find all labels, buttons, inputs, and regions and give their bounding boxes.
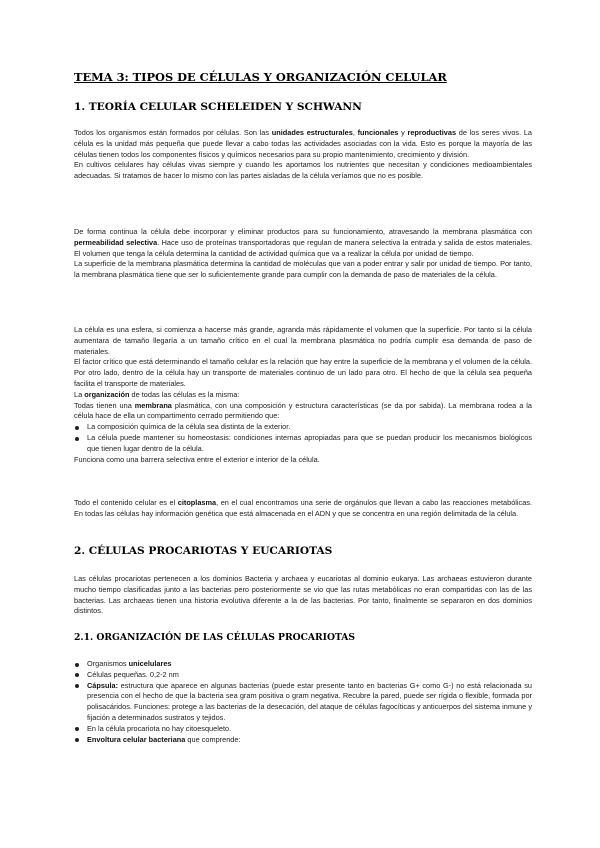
s1-paragraph-10: Todo el contenido celular es el citoplasma, en el cual encontramos una serie de orgánulos que llevan a cabo las reacciones metabólicas. En todas las células hay información genética que está almacenada en el ADN y que se concentra en una región delimitada de la célula. <box>74 498 533 518</box>
list-item: Organismos unicelulares <box>74 659 532 670</box>
list-item: Envoltura celular bacteriana que comprende: <box>74 735 532 746</box>
bullet-icon <box>75 426 79 430</box>
s1-paragraph-1: Todos los organismos están formados por células. Son las unidades estructurales, funcionales y reproductivas de los seres vivos. La célula es la unidad más pequeña que puede llevar a cabo todas las actividades asociadas con la vida. Esto es porque la mayoría de las células tienen todos los componentes físicos y químicos necesarios para su propio mantenimiento, crecimiento y división. <box>74 128 532 159</box>
bullet-icon <box>75 727 79 731</box>
s2-paragraph-1: Las células procariotas pertenecen a los dominios Bacteria y archaea y eucariotas al dominio eukarya. Las archaeas estuvieron durante mucho tiempo clasificadas junto a las bacterias pero posteriormente se vio que las rutas metabólicas no eran compartidas con las de las bacterias. Las archaeas tienen una historia evolutiva diferente a la de las bacterias. Por tanto, finalmente se separaron en dos dominios distintos. <box>74 574 532 616</box>
list-item: En la célula procariota no hay citoesqueleto. <box>74 724 532 735</box>
document-title: TEMA 3: TIPOS DE CÉLULAS Y ORGANIZACIÓN CELULAR <box>74 70 447 84</box>
list-item: La célula puede mantener su homeostasis: condiciones internas apropiadas para que se puedan producir los mecanismos biológicos que tienen lugar dentro de la célula. <box>74 433 532 455</box>
bullet-icon <box>75 437 79 441</box>
bullet-icon <box>75 663 79 667</box>
bullet-icon <box>75 673 79 677</box>
section-2-block <box>74 574 532 617</box>
bullet-icon <box>75 684 79 688</box>
s1-paragraph-9: Funciona como una barrera selectiva entre el exterior e interior de la célula. <box>74 454 320 464</box>
s2-1-bullet-list <box>74 659 532 745</box>
s1-paragraph-8: Todas tienen una membrana plasmática, con una composición y estructura características (se da por sabida). La membrana rodea a la célula hace de ella un compartimento cerrado permitiendo que: <box>74 400 532 421</box>
s1-paragraph-6: El factor crítico que está determinando el tamaño celular es la relación que hay entre la superficie de la membrana y el volumen de la célula. Por otro lado, dentro de la célula hay un transporte de materiales continuo de un lado para otro. El hecho de que la célula sea pequeña facilita el transporte de materiales. <box>74 357 532 388</box>
section-2-1-block <box>74 659 532 745</box>
s1-paragraph-7: La organización de todas las células es la misma: <box>74 389 240 399</box>
s1-paragraph-3: De forma continua la célula debe incorporar y eliminar productos para su funcionamiento, atravesando la membrana plasmática con permeabilidad selectiva. Hace uso de proteínas transportadoras que regulan de manera selectiva la entrada y salida de estos materiales. El volumen que tenga la célula determina la cantidad de actividad química que va a realizar la célula por unidad de tiempo. <box>74 227 532 258</box>
section-1-block-b <box>74 227 532 281</box>
list-item: La composición química de la célula sea distinta de la exterior. <box>74 422 532 433</box>
section-1-block-d <box>74 498 532 520</box>
list-item: Células pequeñas. 0,2-2 nm <box>74 670 532 681</box>
s1-paragraph-4: La superficie de la membrana plasmática determina la cantidad de moléculas que van a poder entrar y salir por unidad de tiempo. Por tanto, la membrana plasmática tiene que ser lo suficientemente grande para cumplir con la demanda de paso de materiales de la célula. <box>74 259 532 280</box>
section-1-heading: 1. TEORÍA CELULAR SCHELEIDEN Y SCHWANN <box>74 101 362 113</box>
s1-bullet-list <box>74 422 532 454</box>
list-item: Cápsula: estructura que aparece en algunas bacterias (puede estar presente tanto en bacterias G+ como G-) no está relacionada su presencia con el hecho de que la bacteria sea gram positiva o gram negativa. Recubre la pared, puede ser rígida o flexible, formada por polisacáridos. Funciones: protege a las bacterias de la desecación, del ataque de células fagocíticas y anticuerpos del sistema inmune y fijación a determinados sustratos y tejidos. <box>74 681 532 724</box>
s1-paragraph-5: La célula es una esfera, si comienza a hacerse más grande, agranda más rápidamente el volumen que la superficie. Por tanto si la célula aumentara de tamaño llegaría a un tamaño crítico en el cual la membrana plasmática no podría cumplir esa demanda de paso de materiales. <box>74 325 532 356</box>
section-1-block-a <box>74 128 532 182</box>
section-1-block-c <box>74 325 532 465</box>
bullet-icon <box>75 738 79 742</box>
section-2-heading: 2. CÉLULAS PROCARIOTAS Y EUCARIOTAS <box>74 545 333 557</box>
section-2-1-heading: 2.1. ORGANIZACIÓN DE LAS CÉLULAS PROCARIOTAS <box>74 632 356 643</box>
s1-paragraph-2: En cultivos celulares hay células vivas siempre y cuando les aportamos los nutrientes que necesitan y condiciones medioambientales adecuadas. Si tratamos de hacer lo mismo con las partes aisladas de la célula veríamos que no es posible. <box>74 160 532 181</box>
